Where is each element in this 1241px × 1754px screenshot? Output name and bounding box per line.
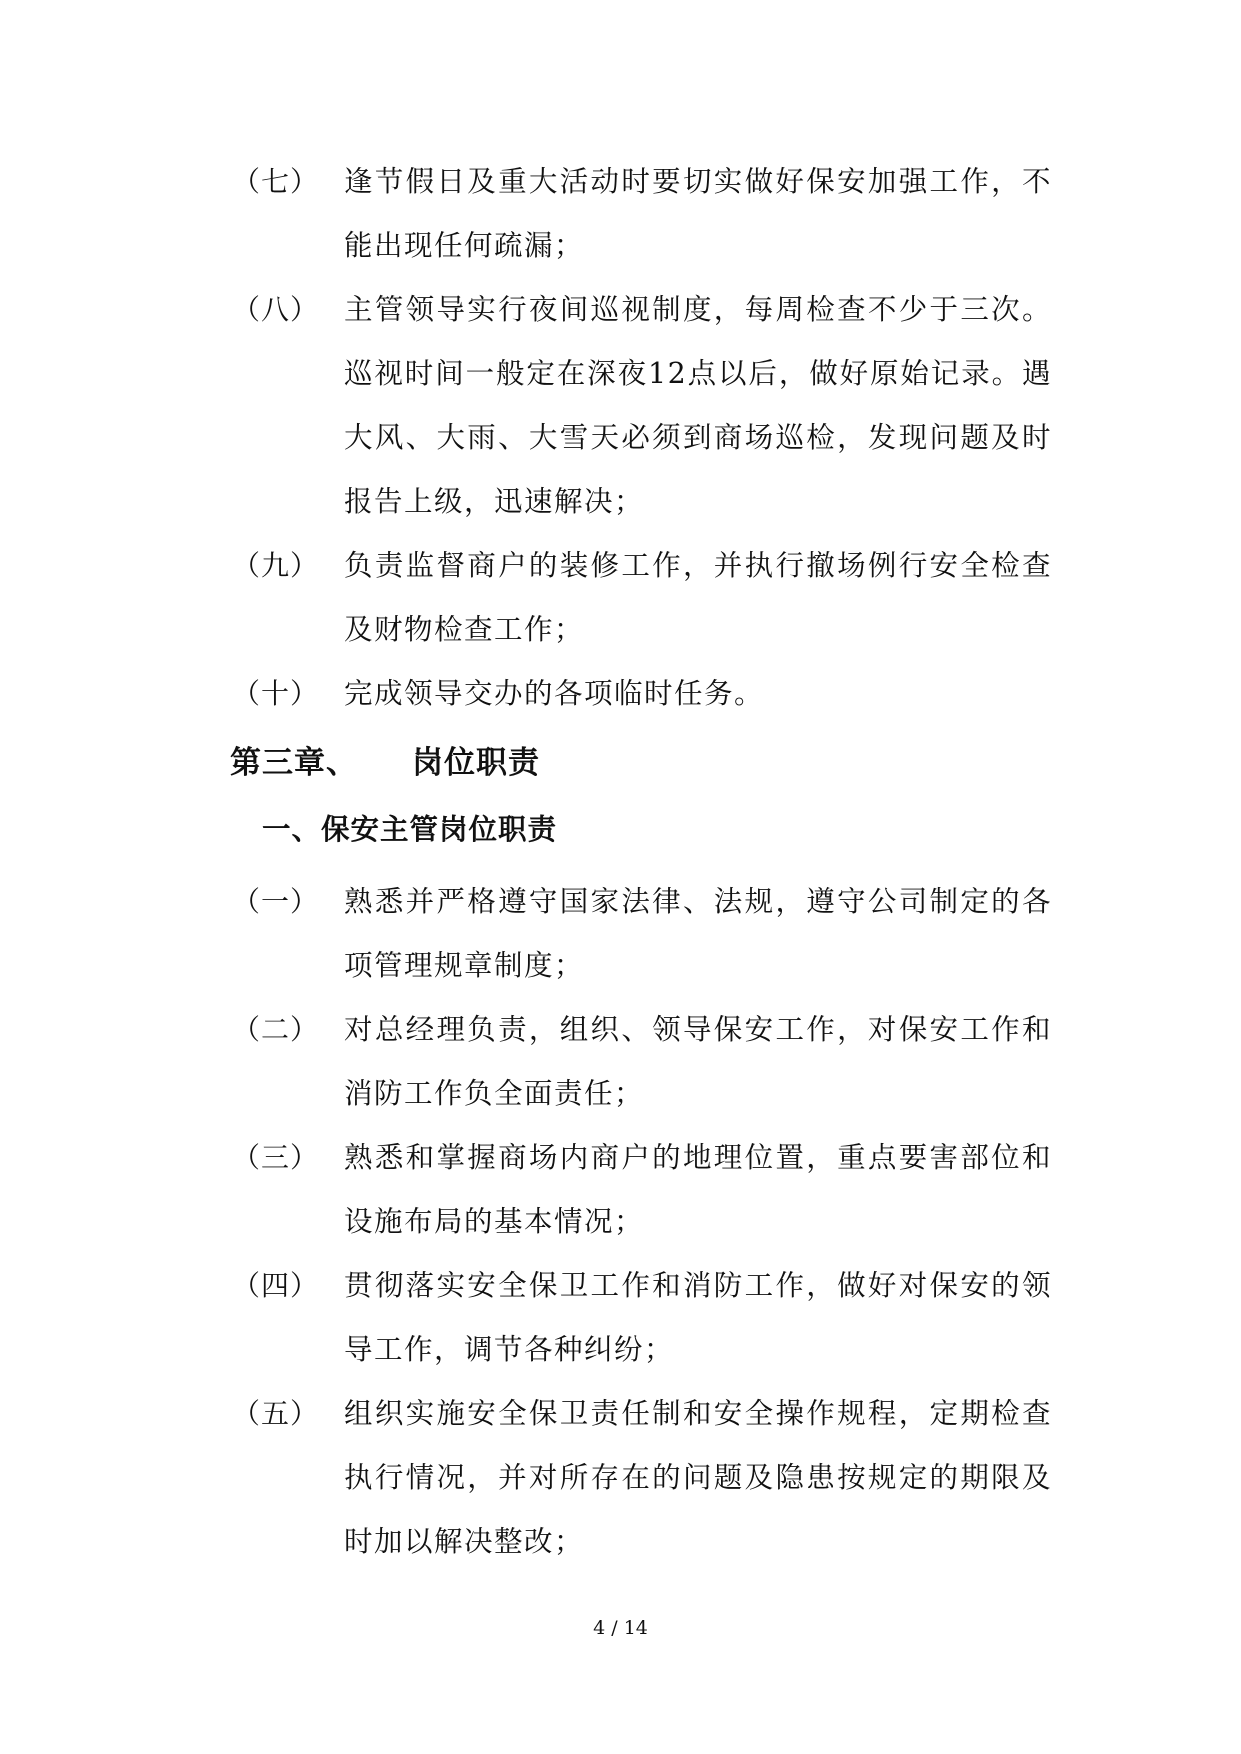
item-number: （九）	[232, 549, 320, 582]
item-text: 完成领导交办的各项临时任务。	[344, 677, 765, 710]
item-number: （四）	[232, 1269, 320, 1302]
item-number: （七）	[232, 165, 320, 198]
item-number: （八）	[232, 293, 320, 326]
item-number: （一）	[232, 885, 320, 918]
list-item-4	[232, 1254, 1052, 1382]
item-text: 主管领导实行夜间巡视制度，每周检查不少于三次。巡视时间一般定在深夜12点以后，做好原始记录。遇大风、大雨、大雪天必须到商场巡检，发现问题及时报告上级，迅速解决；	[344, 293, 1052, 518]
item-text: 熟悉并严格遵守国家法律、法规，遵守公司制定的各项管理规章制度；	[344, 885, 1052, 982]
chapter-number: 第三章、	[230, 745, 358, 781]
item-text: 负责监督商户的装修工作，并执行撤场例行安全检查及财物检查工作；	[344, 549, 1052, 646]
item-number: （三）	[232, 1141, 320, 1174]
item-number: （五）	[232, 1397, 320, 1430]
item-text: 对总经理负责，组织、领导保安工作，对保安工作和消防工作负全面责任；	[344, 1013, 1052, 1110]
list-item-5	[232, 1382, 1052, 1574]
page-number: 4 / 14	[593, 1617, 648, 1639]
list-item-10	[232, 662, 1052, 726]
item-number: （二）	[232, 1013, 320, 1046]
chapter-heading	[230, 735, 540, 791]
list-item-1	[232, 870, 1052, 998]
item-text: 熟悉和掌握商场内商户的地理位置，重点要害部位和设施布局的基本情况；	[344, 1141, 1052, 1238]
list-item-2	[232, 998, 1052, 1126]
item-number: （十）	[232, 677, 320, 710]
section-heading: 一、保安主管岗位职责	[262, 813, 558, 846]
item-text: 贯彻落实安全保卫工作和消防工作，做好对保安的领导工作，调节各种纠纷；	[344, 1269, 1052, 1366]
chapter-title: 岗位职责	[412, 745, 540, 781]
list-item-8	[232, 278, 1052, 534]
list-item-3	[232, 1126, 1052, 1254]
item-text: 逢节假日及重大活动时要切实做好保安加强工作，不能出现任何疏漏；	[344, 165, 1052, 262]
list-item-9	[232, 534, 1052, 662]
item-text: 组织实施安全保卫责任制和安全操作规程，定期检查执行情况，并对所存在的问题及隐患按规定的期限及时加以解决整改；	[344, 1397, 1052, 1558]
list-item-7	[232, 150, 1052, 278]
